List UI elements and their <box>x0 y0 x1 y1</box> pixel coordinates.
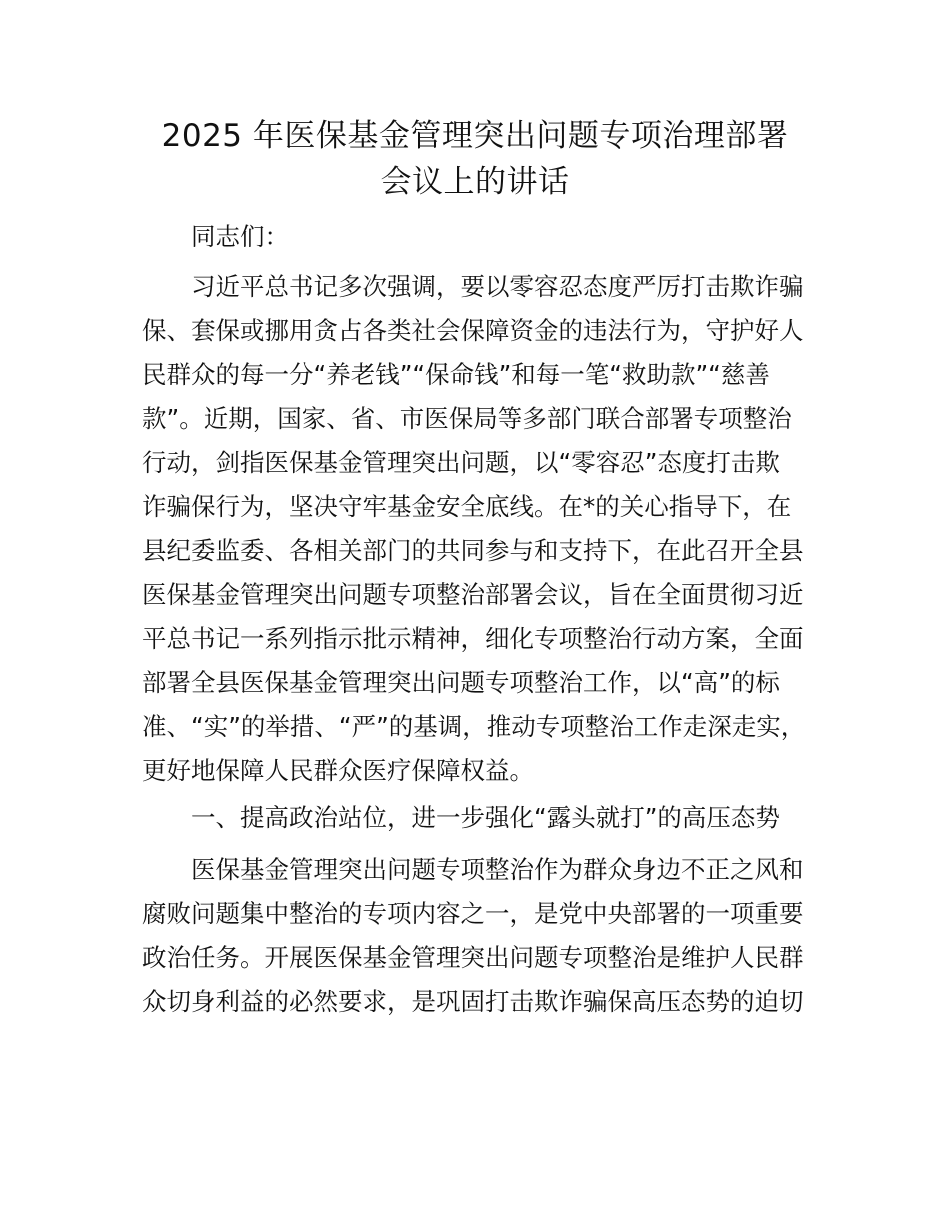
paragraph-1-line: 习近平总书记多次强调，要以零容忍态度严厉打击欺诈骗 <box>191 272 804 301</box>
paragraph-1-line: 部署全县医保基金管理突出问题专项整治工作，以“高”的标 <box>142 668 780 697</box>
paragraph-1-line: 更好地保障人民群众医疗保障权益。 <box>142 756 534 785</box>
document-title-line-1: 2025 年医保基金管理突出问题专项治理部署 <box>161 118 789 154</box>
paragraph-1-line: 平总书记一系列指示批示精神，细化专项整治行动方案，全面 <box>142 624 804 653</box>
paragraph-1-line: 款”。近期，国家、省、市医保局等多部门联合部署专项整治 <box>142 404 792 433</box>
paragraph-1-line: 行动，剑指医保基金管理突出问题，以“零容忍”态度打击欺 <box>142 448 780 477</box>
document-title-line-2: 会议上的讲话 <box>380 164 570 200</box>
salutation: 同志们： <box>191 222 289 251</box>
paragraph-2-line: 腐败问题集中整治的专项内容之一，是党中央部署的一项重要 <box>142 899 804 928</box>
section-heading-1: 一、提高政治站位，进一步强化“露头就打”的高压态势 <box>191 803 780 832</box>
paragraph-1-line: 诈骗保行为，坚决守牢基金安全底线。在*的关心指导下，在 <box>142 492 792 521</box>
paragraph-2-line: 政治任务。开展医保基金管理突出问题专项整治是维护人民群 <box>142 943 804 972</box>
paragraph-1-line: 保、套保或挪用贪占各类社会保障资金的违法行为，守护好人 <box>142 316 804 345</box>
paragraph-2-line: 众切身利益的必然要求，是巩固打击欺诈骗保高压态势的迫切 <box>142 987 804 1016</box>
paragraph-2-line: 医保基金管理突出问题专项整治作为群众身边不正之风和 <box>191 855 804 884</box>
paragraph-1-line: 民群众的每一分“养老钱”“保命钱”和每一笔“救助款”“慈善 <box>142 360 770 389</box>
paragraph-1-line: 医保基金管理突出问题专项整治部署会议，旨在全面贯彻习近 <box>142 580 804 609</box>
paragraph-1-line: 准、“实”的举措、“严”的基调，推动专项整治工作走深走实， <box>142 712 806 741</box>
paragraph-1-line: 县纪委监委、各相关部门的共同参与和支持下，在此召开全县 <box>142 536 804 565</box>
